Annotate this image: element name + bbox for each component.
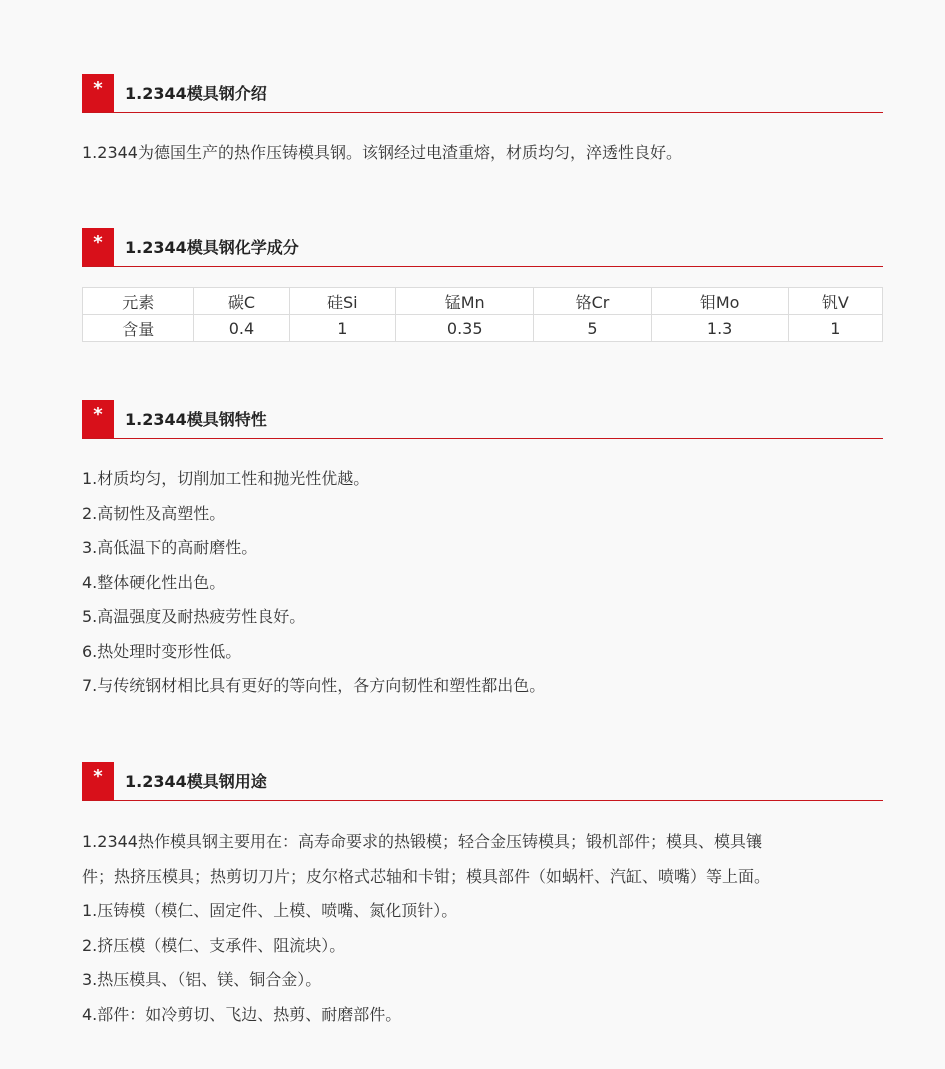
table-cell: 1: [289, 315, 396, 342]
table-cell: 碳C: [194, 288, 289, 315]
star-marker-icon: *: [82, 228, 114, 266]
star-marker-icon: *: [82, 400, 114, 438]
section-title: 1.2344模具钢用途: [125, 772, 267, 791]
features-list: [82, 462, 882, 704]
list-item: 4.整体硬化性出色。: [82, 572, 226, 592]
section-header-features: [82, 400, 883, 439]
table-cell: 铬Cr: [534, 288, 651, 315]
list-item: 7.与传统钢材相比具有更好的等向性，各方向韧性和塑性都出色。: [82, 676, 546, 695]
list-item: 3.热压模具、（铝、镁、铜合金）。: [82, 970, 322, 989]
table-cell: 0.35: [396, 315, 534, 342]
uses-intro-line: 1.2344热作模具钢主要用在：高寿命要求的热锻模；轻合金压铸模具；锻机部件；模具、模具镶: [82, 832, 762, 851]
list-item: 4.部件：如冷剪切、飞边、热剪、耐磨部件。: [82, 1004, 402, 1024]
section-title: 1.2344模具钢特性: [125, 410, 267, 429]
table-cell: 5: [534, 315, 651, 342]
table-cell: 元素: [83, 288, 194, 315]
table-cell: 锰Mn: [396, 288, 534, 315]
star-marker-icon: *: [82, 762, 114, 800]
table-cell: 0.4: [194, 315, 289, 342]
section-header-intro: [82, 74, 883, 113]
section-header-uses: [82, 762, 883, 801]
table-header-row: [83, 288, 883, 315]
table-cell: 1: [788, 315, 882, 342]
list-item: 2.高韧性及高塑性。: [82, 503, 226, 523]
table-cell: 钼Mo: [651, 288, 788, 315]
intro-text: 1.2344为德国生产的热作压铸模具钢。该钢经过电渣重熔，材质均匀，淬透性良好。: [82, 143, 682, 162]
table-cell: 硅Si: [289, 288, 396, 315]
table-cell: 钒V: [788, 288, 882, 315]
section-title: 1.2344模具钢介绍: [125, 84, 267, 103]
list-item: 1.压铸模（模仁、固定件、上模、喷嘴、氮化顶针）。: [82, 901, 458, 920]
list-item: 1.材质均匀，切削加工性和抛光性优越。: [82, 469, 370, 488]
table-cell: 1.3: [651, 315, 788, 342]
composition-table: [82, 287, 883, 342]
list-item: 6.热处理时变形性低。: [82, 641, 242, 661]
table-cell: 含量: [83, 315, 194, 342]
list-item: 3.高低温下的高耐磨性。: [82, 538, 258, 557]
table-row: [83, 315, 883, 342]
star-marker-icon: *: [82, 74, 114, 112]
intro-paragraph: [82, 136, 882, 171]
uses-intro-line: 件；热挤压模具；热剪切刀片；皮尔格式芯轴和卡钳；模具部件（如蜗杆、汽缸、喷嘴）等上面。: [82, 866, 771, 886]
section-title: 1.2344模具钢化学成分: [125, 238, 299, 257]
section-header-composition: [82, 228, 883, 267]
list-item: 2.挤压模（模仁、支承件、阻流块）。: [82, 935, 346, 955]
uses-list: [82, 825, 882, 1032]
list-item: 5.高温强度及耐热疲劳性良好。: [82, 607, 306, 626]
